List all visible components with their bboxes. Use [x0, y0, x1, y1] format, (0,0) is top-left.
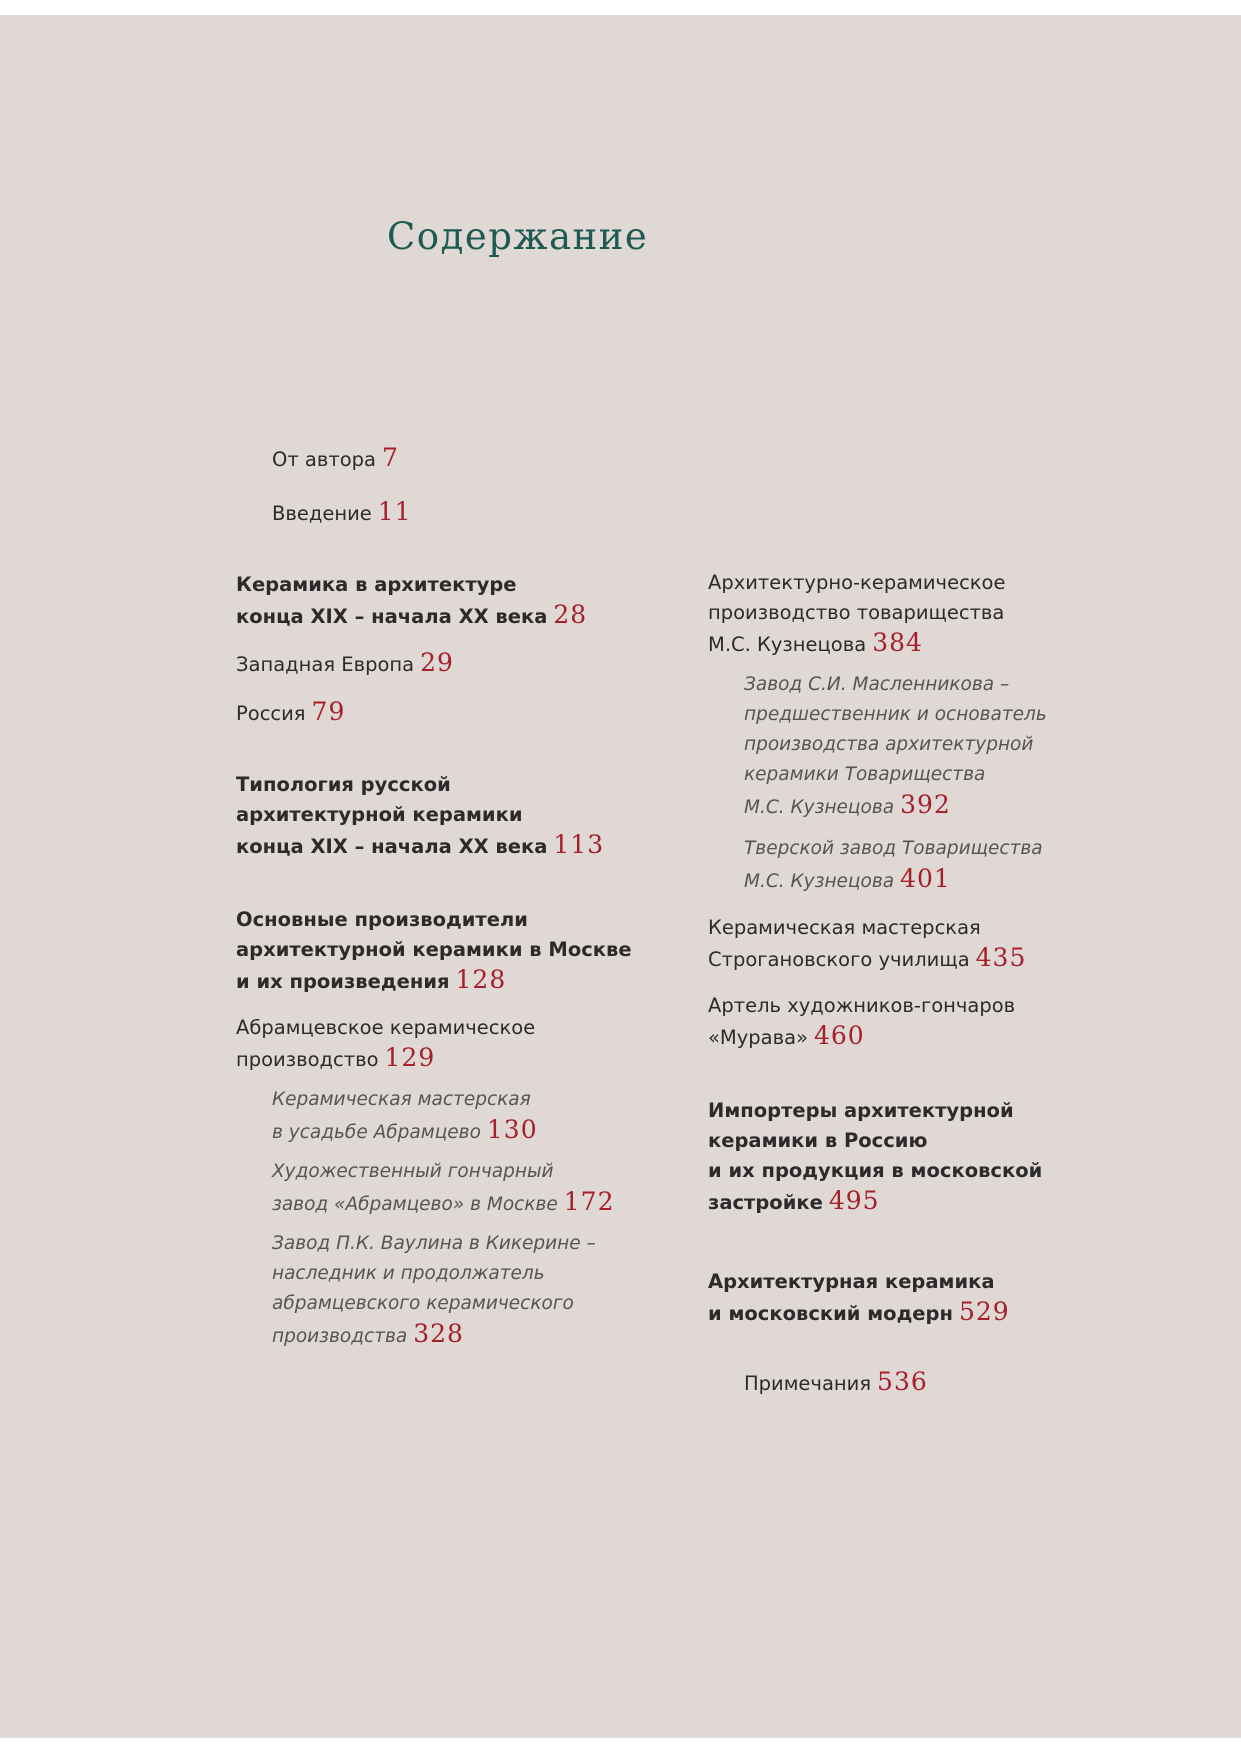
page-number: 29: [420, 648, 454, 677]
toc-entry-text: Примечания: [744, 1372, 872, 1395]
toc-entry[interactable]: [708, 1267, 1010, 1329]
toc-entry-text: Архитектурно-керамическое: [708, 571, 1006, 594]
toc-entry-text: Западная Европа: [236, 653, 415, 676]
toc-entry[interactable]: [236, 770, 604, 862]
toc-entry-text: производство товарищества: [708, 601, 1005, 624]
toc-entry-text: Керамическая мастерская: [272, 1089, 531, 1110]
toc-entry-text: М.С. Кузнецова: [744, 797, 895, 818]
toc-entry[interactable]: [272, 1157, 615, 1220]
toc-entry-text: Импортеры архитектурной: [708, 1099, 1014, 1122]
toc-entry-text: конца XIX – начала XX века: [236, 835, 548, 858]
toc-entry-text: Основные производители: [236, 908, 528, 931]
toc-entry[interactable]: [744, 670, 1047, 823]
page-number: 128: [455, 965, 507, 994]
toc-entry-text: Керамическая мастерская: [708, 916, 981, 939]
page-number: 28: [553, 600, 588, 629]
page-number: 130: [486, 1115, 538, 1144]
toc-entry[interactable]: [708, 991, 1015, 1053]
toc-entry-text: конца XIX – начала XX века: [236, 605, 548, 628]
toc-entry[interactable]: [272, 497, 412, 529]
page-number: 392: [900, 790, 951, 819]
page-number: 113: [553, 830, 605, 859]
page-number: 384: [872, 628, 923, 657]
toc-entry[interactable]: [236, 570, 587, 632]
toc-entry-text: архитектурной керамики в Москве: [236, 938, 632, 961]
page-number: 536: [877, 1367, 928, 1396]
toc-entry-text: Архитектурная керамика: [708, 1270, 995, 1293]
toc-entry-text: Завод П.К. Ваулина в Кикерине –: [272, 1233, 596, 1254]
page-number: 435: [975, 943, 1027, 972]
page-number: 79: [311, 697, 346, 726]
toc-entry[interactable]: [708, 568, 1006, 660]
toc-entry-text: Типология русской: [236, 773, 451, 796]
toc-entry[interactable]: [236, 648, 454, 680]
toc-entry-text: керамики Товарищества: [744, 764, 986, 785]
toc-entry-text: завод «Абрамцево» в Москве: [272, 1194, 558, 1215]
toc-entry[interactable]: [708, 1096, 1042, 1218]
page-number: 460: [814, 1021, 865, 1050]
toc-entry[interactable]: [744, 834, 1043, 897]
toc-entry-text: Абрамцевское керамическое: [236, 1016, 536, 1039]
toc-entry-text: предшественник и основатель: [744, 704, 1047, 725]
toc-entry[interactable]: [744, 1367, 928, 1399]
toc-entry[interactable]: [236, 905, 632, 997]
toc-entry-text: застройке: [708, 1191, 823, 1214]
toc-entry-text: Введение: [272, 502, 372, 525]
toc-entry-text: архитектурной керамики: [236, 803, 523, 826]
page-number: 529: [958, 1297, 1010, 1326]
page-number: 495: [828, 1186, 880, 1215]
toc-entry-text: Строгановского училища: [708, 948, 970, 971]
page-number: 7: [381, 443, 399, 472]
toc-entry-text: М.С. Кузнецова: [744, 871, 895, 892]
toc-entry[interactable]: [236, 697, 345, 729]
toc-entry-text: производства архитектурной: [744, 734, 1034, 755]
toc-entry-text: Завод С.И. Масленникова –: [744, 674, 1010, 695]
page-number: 11: [377, 497, 412, 526]
page-number: 328: [413, 1319, 464, 1348]
page-number: 401: [900, 864, 951, 893]
toc-entry[interactable]: [272, 1229, 596, 1352]
toc-entry-text: Артель художников-гончаров: [708, 994, 1016, 1017]
toc-entry[interactable]: [236, 1013, 535, 1075]
page-number: 129: [384, 1043, 436, 1072]
toc-entry-text: Художественный гончарный: [272, 1161, 554, 1182]
toc-entry-text: керамики в Россию: [708, 1129, 928, 1152]
toc-entry[interactable]: [272, 443, 399, 475]
page-number: 172: [563, 1187, 615, 1216]
toc-entry[interactable]: [708, 913, 1026, 975]
toc-entry-text: Керамика в архитектуре: [236, 573, 517, 596]
toc-entry-text: наследник и продолжатель: [272, 1263, 545, 1284]
toc-entry-text: Тверской завод Товарищества: [744, 838, 1043, 859]
toc-entry-text: От автора: [272, 448, 376, 471]
toc-entry-text: Россия: [236, 702, 306, 725]
toc-entry-text: и их продукция в московской: [708, 1159, 1043, 1182]
toc-entry-text: в усадьбе Абрамцево: [272, 1122, 481, 1143]
toc-entry[interactable]: [272, 1085, 538, 1148]
page: [0, 15, 1241, 1738]
toc-entry-text: производства: [272, 1326, 408, 1347]
page-title: Содержание: [387, 215, 649, 258]
toc-entry-text: и московский модерн: [708, 1302, 953, 1325]
toc-entry-text: М.С. Кузнецова: [708, 633, 867, 656]
toc-entry-text: и их произведения: [236, 970, 450, 993]
toc-entry-text: «Мурава»: [708, 1026, 808, 1049]
toc-entry-text: производство: [236, 1048, 379, 1071]
toc-entry-text: абрамцевского керамического: [272, 1293, 574, 1314]
